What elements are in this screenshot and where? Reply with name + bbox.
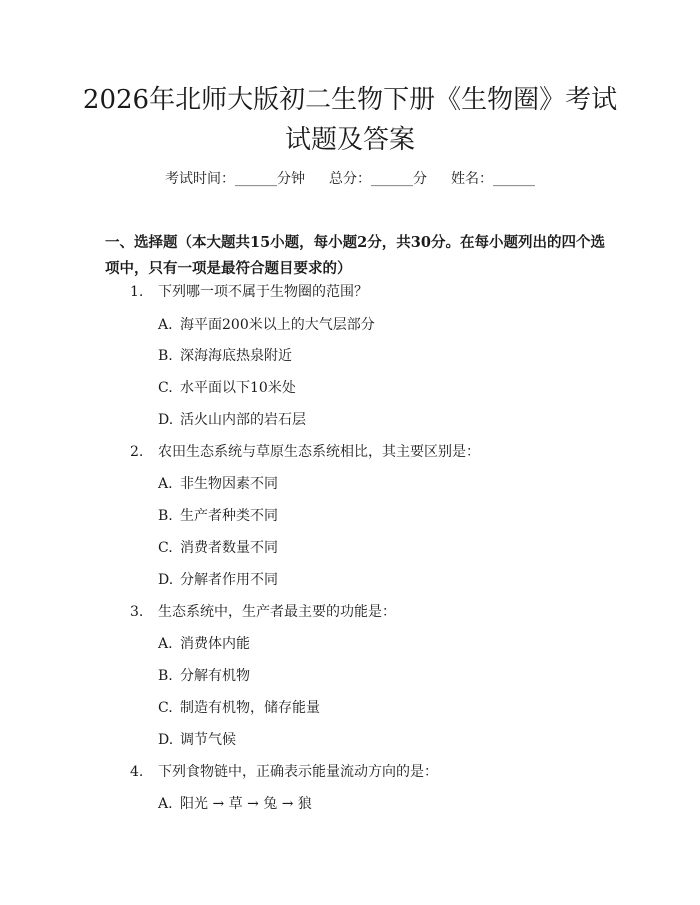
exam-meta [0, 168, 700, 188]
option-letter: A. [158, 796, 173, 812]
question-text: 生态系统中，生产者最主要的功能是： [158, 604, 396, 620]
question-3-option-d [158, 729, 236, 749]
question-1 [130, 281, 368, 301]
total-score-field: 总分：______分 [329, 171, 427, 187]
option-letter: B. [158, 348, 173, 364]
option-text: 消费体内能 [180, 636, 250, 652]
option-text: 制造有机物，储存能量 [180, 700, 320, 716]
question-2 [130, 441, 480, 461]
option-text: 调节气候 [180, 732, 236, 748]
question-2-option-a [158, 473, 278, 493]
option-text: 分解者作用不同 [180, 572, 278, 588]
question-3-option-b [158, 665, 250, 685]
option-letter: C. [158, 380, 173, 396]
question-1-option-c [158, 377, 296, 397]
exam-time-field: 考试时间：______分钟 [165, 171, 305, 187]
option-text: 深海海底热泉附近 [180, 348, 292, 364]
question-4-option-a [158, 793, 312, 813]
question-text: 农田生态系统与草原生态系统相比，其主要区别是： [158, 444, 480, 460]
question-4 [130, 761, 438, 781]
option-text: 消费者数量不同 [180, 540, 278, 556]
option-letter: B. [158, 668, 173, 684]
question-number: 1. [130, 284, 144, 300]
question-1-option-a [158, 314, 375, 334]
option-text: 水平面以下10米处 [180, 380, 296, 396]
document-title: 2026年北师大版初二生物下册《生物圈》考试试题及答案 [82, 85, 618, 155]
question-text: 下列食物链中，正确表示能量流动方向的是： [158, 764, 438, 780]
question-2-option-b [158, 505, 278, 525]
question-text: 下列哪一项不属于生物圈的范围？ [158, 284, 368, 300]
option-letter: A. [158, 317, 173, 333]
question-number: 4. [130, 764, 144, 780]
option-text: 活火山内部的岩石层 [180, 412, 306, 428]
question-1-option-d [158, 409, 306, 429]
option-text: 分解有机物 [180, 668, 250, 684]
option-letter: D. [158, 572, 174, 588]
question-1-option-b [158, 345, 292, 365]
question-2-option-c [158, 537, 278, 557]
student-name-field: 姓名：______ [451, 171, 535, 187]
option-letter: A. [158, 636, 173, 652]
option-letter: D. [158, 412, 174, 428]
option-letter: B. [158, 508, 173, 524]
option-letter: D. [158, 732, 174, 748]
section-heading-multiple-choice: 一、选择题（本大题共15小题，每小题2分，共30分。在每小题列出的四个选项中，只有一项是最符合题目要求的） [105, 234, 605, 277]
option-text: 生产者种类不同 [180, 508, 278, 524]
question-3-option-a [158, 633, 250, 653]
option-text: 阳光 → 草 → 兔 → 狼 [180, 796, 312, 812]
option-letter: C. [158, 540, 173, 556]
question-2-option-d [158, 569, 278, 589]
question-3 [130, 601, 396, 621]
option-letter: C. [158, 700, 173, 716]
question-number: 3. [130, 604, 144, 620]
option-text: 非生物因素不同 [180, 476, 278, 492]
question-3-option-c [158, 697, 320, 717]
option-letter: A. [158, 476, 173, 492]
question-number: 2. [130, 444, 144, 460]
option-text: 海平面200米以上的大气层部分 [180, 317, 375, 333]
